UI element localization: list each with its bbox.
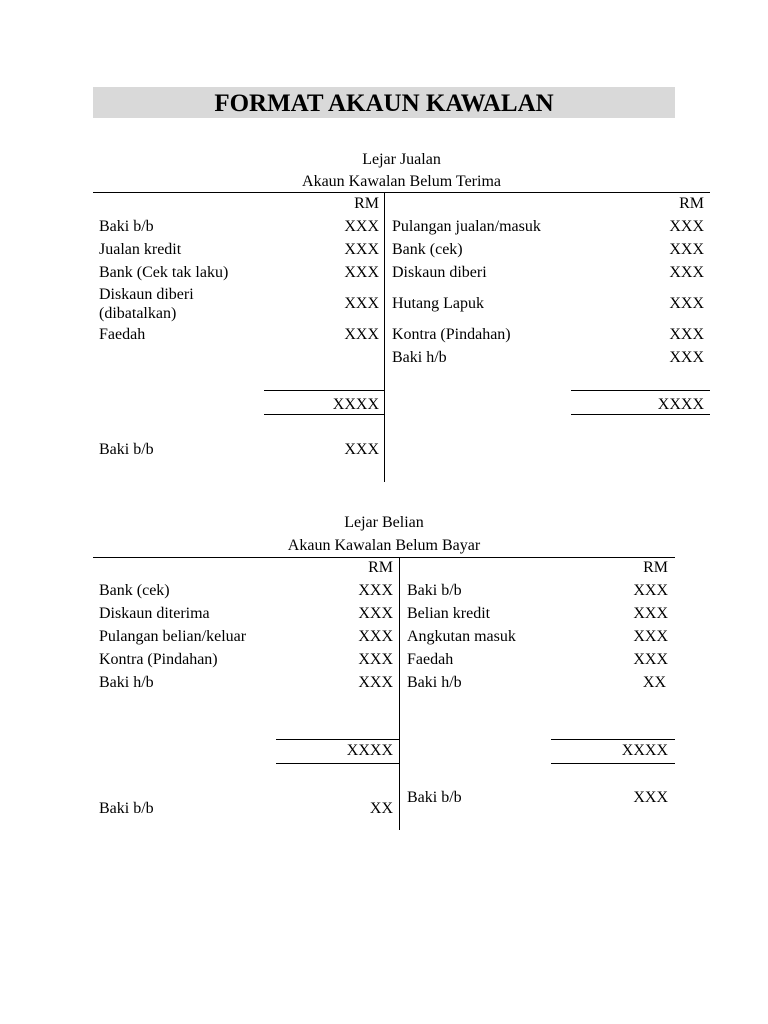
debit-item-label: Diskaun diberi (99, 286, 194, 303)
credit-item-amount: XXX (633, 582, 668, 599)
credit-total-top-rule (571, 390, 710, 391)
account-top-line (93, 557, 675, 558)
account-top-line (93, 192, 710, 193)
account-name: Akaun Kawalan Belum Bayar (287, 537, 481, 554)
debit-total: XXXX (332, 396, 379, 413)
credit-item-amount: XX (642, 674, 666, 691)
debit-item-label: Faedah (99, 326, 146, 343)
debit-item-amount: XXX (358, 605, 393, 622)
credit-total-top-rule (551, 739, 675, 740)
debit-item-amount: XXX (344, 241, 379, 258)
credit-item-label: Angkutan masuk (407, 628, 516, 645)
debit-item-amount: XXX (358, 582, 393, 599)
credit-item-amount: XXX (669, 326, 704, 343)
debit-item-amount: XXX (358, 628, 393, 645)
debit-item-label: Bank (Cek tak laku) (99, 264, 229, 281)
credit-item-amount: XXX (669, 218, 704, 235)
debit-item-label: Bank (cek) (99, 582, 170, 599)
credit-item-amount: XXX (633, 605, 668, 622)
credit-total: XXXX (657, 396, 704, 413)
credit-item-amount: XXX (633, 651, 668, 668)
debit-item-amount: XXX (358, 651, 393, 668)
account-center-line (384, 192, 385, 482)
credit-item-amount: XXX (669, 349, 704, 366)
credit-item-label: Baki h/b (407, 674, 462, 691)
credit-item-label: Belian kredit (407, 605, 491, 622)
credit-item-label: Baki b/b (407, 582, 462, 599)
debit-item-label-line2: (dibatalkan) (99, 305, 177, 322)
debit-total-bottom-rule (264, 414, 384, 415)
credit-item-label: Faedah (407, 651, 454, 668)
account-center-line (399, 557, 400, 830)
balance-bd-credit-label: Baki b/b (407, 789, 462, 806)
debit-item-amount: XXX (344, 326, 379, 343)
balance-bd-amount: XX (369, 800, 393, 817)
debit-item-label: Baki b/b (99, 218, 154, 235)
credit-item-label: Hutang Lapuk (392, 295, 484, 312)
credit-item-label: Pulangan jualan/masuk (392, 218, 541, 235)
credit-item-amount: XXX (669, 241, 704, 258)
credit-currency: RM (679, 195, 704, 212)
debit-total-bottom-rule (276, 763, 399, 764)
credit-total-bottom-rule (551, 763, 675, 764)
credit-item-label: Baki h/b (392, 349, 447, 366)
credit-item-label: Diskaun diberi (392, 264, 487, 281)
credit-total-bottom-rule (571, 414, 710, 415)
credit-item-amount: XXX (669, 264, 704, 281)
credit-currency: RM (643, 559, 668, 576)
balance-bd-credit-amount: XXX (633, 789, 668, 806)
account-name: Akaun Kawalan Belum Terima (302, 173, 501, 190)
debit-currency: RM (368, 559, 393, 576)
debit-item-label: Diskaun diterima (99, 605, 210, 622)
debit-currency: RM (354, 195, 379, 212)
debit-item-label: Baki h/b (99, 674, 154, 691)
ledger-name: Lejar Jualan (362, 151, 441, 168)
page-title: FORMAT AKAUN KAWALAN (93, 87, 675, 118)
debit-item-amount: XXX (344, 295, 379, 312)
credit-total: XXXX (621, 742, 668, 759)
credit-item-label: Bank (cek) (392, 241, 463, 258)
debit-item-amount: XXX (358, 674, 393, 691)
debit-item-amount: XXX (344, 218, 379, 235)
debit-item-label: Kontra (Pindahan) (99, 651, 218, 668)
debit-total: XXXX (346, 742, 393, 759)
balance-bd-label: Baki b/b (99, 441, 154, 458)
debit-item-amount: XXX (344, 264, 379, 281)
balance-bd-amount: XXX (344, 441, 379, 458)
debit-total-top-rule (264, 390, 384, 391)
credit-item-amount: XXX (633, 628, 668, 645)
debit-item-label: Pulangan belian/keluar (99, 628, 247, 645)
balance-bd-label: Baki b/b (99, 800, 154, 817)
debit-total-top-rule (276, 739, 399, 740)
debit-item-label: Jualan kredit (99, 241, 182, 258)
credit-item-amount: XXX (669, 295, 704, 312)
credit-item-label: Kontra (Pindahan) (392, 326, 511, 343)
ledger-name: Lejar Belian (344, 514, 424, 531)
